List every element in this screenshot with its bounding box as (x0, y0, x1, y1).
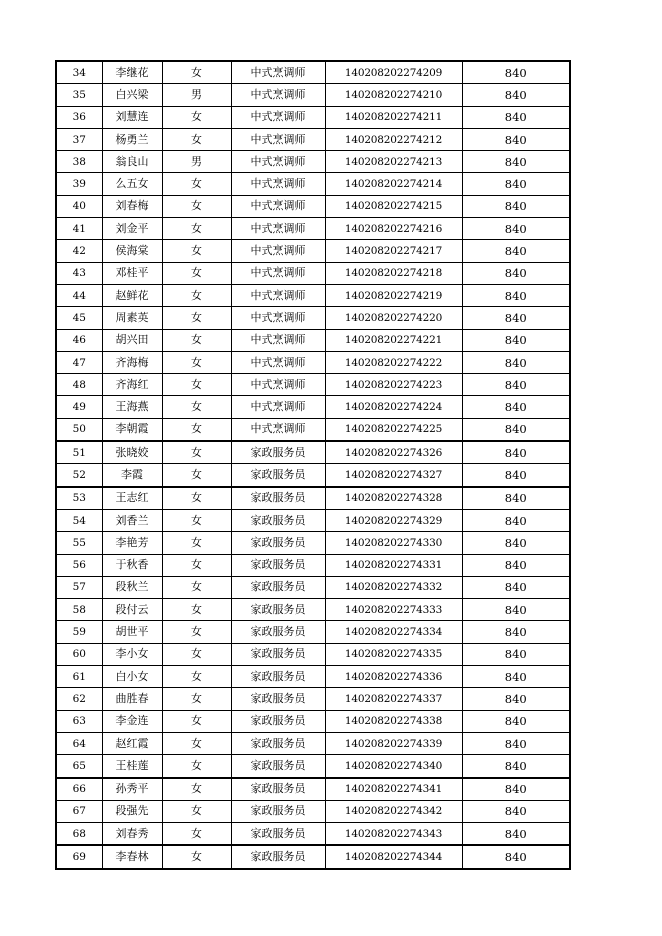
gender-cell: 女 (162, 554, 231, 576)
table-row (56, 532, 570, 554)
gender-cell: 男 (162, 84, 231, 106)
subsidy-amount-cell: 840 (462, 418, 570, 441)
certificate-number-cell: 140208202274223 (325, 374, 462, 396)
gender-cell: 女 (162, 329, 231, 351)
table-row (56, 128, 570, 150)
name-cell: 李艳芳 (102, 532, 162, 554)
table-row (56, 666, 570, 688)
gender-cell: 女 (162, 195, 231, 217)
name-cell: 刘春秀 (102, 823, 162, 846)
gender-cell: 女 (162, 284, 231, 306)
gender-cell: 女 (162, 800, 231, 822)
gender-cell: 女 (162, 845, 231, 868)
table-row (56, 755, 570, 778)
certificate-number-cell: 140208202274217 (325, 240, 462, 262)
subsidy-amount-cell: 840 (462, 755, 570, 778)
subsidy-amount-cell: 840 (462, 195, 570, 217)
table-row (56, 262, 570, 284)
occupation-cell: 家政服务员 (231, 666, 325, 688)
certificate-number-cell: 140208202274215 (325, 195, 462, 217)
certificate-number-cell: 140208202274340 (325, 755, 462, 778)
table-row (56, 307, 570, 329)
trainee-subsidy-table (55, 60, 571, 870)
name-cell: 张晓姣 (102, 441, 162, 464)
row-number-cell: 63 (56, 710, 102, 732)
row-number-cell: 39 (56, 173, 102, 195)
row-number-cell: 44 (56, 284, 102, 306)
table-body (56, 61, 570, 869)
occupation-cell: 中式烹调师 (231, 307, 325, 329)
table-row (56, 151, 570, 173)
gender-cell: 女 (162, 710, 231, 732)
subsidy-amount-cell: 840 (462, 218, 570, 240)
occupation-cell: 中式烹调师 (231, 128, 325, 150)
row-number-cell: 52 (56, 464, 102, 487)
certificate-number-cell: 140208202274214 (325, 173, 462, 195)
subsidy-amount-cell: 840 (462, 173, 570, 195)
table-row (56, 84, 570, 106)
occupation-cell: 中式烹调师 (231, 240, 325, 262)
table-row (56, 61, 570, 84)
gender-cell: 女 (162, 418, 231, 441)
gender-cell: 女 (162, 487, 231, 510)
occupation-cell: 家政服务员 (231, 532, 325, 554)
gender-cell: 女 (162, 688, 231, 710)
table-row (56, 732, 570, 754)
subsidy-amount-cell: 840 (462, 599, 570, 621)
gender-cell: 女 (162, 61, 231, 84)
table-row (56, 778, 570, 801)
subsidy-amount-cell: 840 (462, 643, 570, 665)
certificate-number-cell: 140208202274221 (325, 329, 462, 351)
occupation-cell: 家政服务员 (231, 441, 325, 464)
table-row (56, 106, 570, 128)
occupation-cell: 中式烹调师 (231, 218, 325, 240)
occupation-cell: 家政服务员 (231, 621, 325, 643)
table-row (56, 464, 570, 487)
subsidy-amount-cell: 840 (462, 329, 570, 351)
table-row (56, 643, 570, 665)
subsidy-amount-cell: 840 (462, 688, 570, 710)
occupation-cell: 家政服务员 (231, 554, 325, 576)
name-cell: 李朝霞 (102, 418, 162, 441)
table-row (56, 240, 570, 262)
subsidy-amount-cell: 840 (462, 464, 570, 487)
name-cell: 刘香兰 (102, 509, 162, 531)
name-cell: 赵鲜花 (102, 284, 162, 306)
name-cell: 白兴梁 (102, 84, 162, 106)
gender-cell: 女 (162, 441, 231, 464)
name-cell: 李小女 (102, 643, 162, 665)
row-number-cell: 69 (56, 845, 102, 868)
name-cell: 胡兴田 (102, 329, 162, 351)
certificate-number-cell: 140208202274209 (325, 61, 462, 84)
name-cell: 李金连 (102, 710, 162, 732)
row-number-cell: 65 (56, 755, 102, 778)
table-row (56, 218, 570, 240)
name-cell: 于秋香 (102, 554, 162, 576)
subsidy-amount-cell: 840 (462, 554, 570, 576)
table-row (56, 441, 570, 464)
certificate-number-cell: 140208202274342 (325, 800, 462, 822)
subsidy-amount-cell: 840 (462, 351, 570, 373)
certificate-number-cell: 140208202274331 (325, 554, 462, 576)
gender-cell: 女 (162, 218, 231, 240)
name-cell: 胡世平 (102, 621, 162, 643)
name-cell: 侯海棠 (102, 240, 162, 262)
name-cell: 刘慧连 (102, 106, 162, 128)
subsidy-amount-cell: 840 (462, 487, 570, 510)
subsidy-amount-cell: 840 (462, 845, 570, 868)
subsidy-amount-cell: 840 (462, 532, 570, 554)
gender-cell: 女 (162, 666, 231, 688)
gender-cell: 女 (162, 823, 231, 846)
certificate-number-cell: 140208202274343 (325, 823, 462, 846)
name-cell: 周素英 (102, 307, 162, 329)
name-cell: 刘春梅 (102, 195, 162, 217)
row-number-cell: 53 (56, 487, 102, 510)
name-cell: 王志红 (102, 487, 162, 510)
certificate-number-cell: 140208202274327 (325, 464, 462, 487)
row-number-cell: 34 (56, 61, 102, 84)
certificate-number-cell: 140208202274225 (325, 418, 462, 441)
gender-cell: 女 (162, 509, 231, 531)
gender-cell: 女 (162, 576, 231, 598)
certificate-number-cell: 140208202274330 (325, 532, 462, 554)
row-number-cell: 42 (56, 240, 102, 262)
occupation-cell: 家政服务员 (231, 487, 325, 510)
name-cell: 段强先 (102, 800, 162, 822)
row-number-cell: 59 (56, 621, 102, 643)
spreadsheet-page (55, 60, 569, 870)
occupation-cell: 家政服务员 (231, 732, 325, 754)
certificate-number-cell: 140208202274336 (325, 666, 462, 688)
table-row (56, 195, 570, 217)
row-number-cell: 48 (56, 374, 102, 396)
table-row (56, 284, 570, 306)
row-number-cell: 40 (56, 195, 102, 217)
subsidy-amount-cell: 840 (462, 621, 570, 643)
subsidy-amount-cell: 840 (462, 778, 570, 801)
table-row (56, 351, 570, 373)
subsidy-amount-cell: 840 (462, 128, 570, 150)
name-cell: 李春林 (102, 845, 162, 868)
occupation-cell: 家政服务员 (231, 599, 325, 621)
gender-cell: 女 (162, 173, 231, 195)
certificate-number-cell: 140208202274222 (325, 351, 462, 373)
name-cell: 李继花 (102, 61, 162, 84)
occupation-cell: 家政服务员 (231, 800, 325, 822)
row-number-cell: 49 (56, 396, 102, 418)
subsidy-amount-cell: 840 (462, 732, 570, 754)
subsidy-amount-cell: 840 (462, 151, 570, 173)
name-cell: 翁良山 (102, 151, 162, 173)
certificate-number-cell: 140208202274213 (325, 151, 462, 173)
name-cell: 齐海红 (102, 374, 162, 396)
occupation-cell: 家政服务员 (231, 710, 325, 732)
certificate-number-cell: 140208202274211 (325, 106, 462, 128)
occupation-cell: 中式烹调师 (231, 106, 325, 128)
gender-cell: 女 (162, 621, 231, 643)
row-number-cell: 50 (56, 418, 102, 441)
row-number-cell: 37 (56, 128, 102, 150)
gender-cell: 女 (162, 755, 231, 778)
table-row (56, 823, 570, 846)
occupation-cell: 中式烹调师 (231, 374, 325, 396)
gender-cell: 女 (162, 307, 231, 329)
subsidy-amount-cell: 840 (462, 284, 570, 306)
name-cell: 杨勇兰 (102, 128, 162, 150)
gender-cell: 女 (162, 106, 231, 128)
occupation-cell: 中式烹调师 (231, 84, 325, 106)
occupation-cell: 家政服务员 (231, 509, 325, 531)
table-row (56, 576, 570, 598)
certificate-number-cell: 140208202274329 (325, 509, 462, 531)
row-number-cell: 54 (56, 509, 102, 531)
certificate-number-cell: 140208202274341 (325, 778, 462, 801)
gender-cell: 女 (162, 643, 231, 665)
table-row (56, 621, 570, 643)
table-row (56, 599, 570, 621)
table-row (56, 688, 570, 710)
row-number-cell: 60 (56, 643, 102, 665)
occupation-cell: 中式烹调师 (231, 284, 325, 306)
certificate-number-cell: 140208202274337 (325, 688, 462, 710)
name-cell: 王桂莲 (102, 755, 162, 778)
occupation-cell: 家政服务员 (231, 755, 325, 778)
table-row (56, 418, 570, 441)
name-cell: 白小女 (102, 666, 162, 688)
name-cell: 齐海梅 (102, 351, 162, 373)
name-cell: 么五女 (102, 173, 162, 195)
occupation-cell: 中式烹调师 (231, 351, 325, 373)
row-number-cell: 36 (56, 106, 102, 128)
certificate-number-cell: 140208202274220 (325, 307, 462, 329)
subsidy-amount-cell: 840 (462, 576, 570, 598)
subsidy-amount-cell: 840 (462, 262, 570, 284)
row-number-cell: 38 (56, 151, 102, 173)
name-cell: 曲胜春 (102, 688, 162, 710)
row-number-cell: 62 (56, 688, 102, 710)
row-number-cell: 56 (56, 554, 102, 576)
table-row (56, 374, 570, 396)
subsidy-amount-cell: 840 (462, 800, 570, 822)
name-cell: 李霞 (102, 464, 162, 487)
row-number-cell: 41 (56, 218, 102, 240)
subsidy-amount-cell: 840 (462, 710, 570, 732)
table-row (56, 710, 570, 732)
name-cell: 邓桂平 (102, 262, 162, 284)
name-cell: 段秋兰 (102, 576, 162, 598)
occupation-cell: 中式烹调师 (231, 61, 325, 84)
name-cell: 段付云 (102, 599, 162, 621)
certificate-number-cell: 140208202274216 (325, 218, 462, 240)
row-number-cell: 68 (56, 823, 102, 846)
certificate-number-cell: 140208202274338 (325, 710, 462, 732)
certificate-number-cell: 140208202274335 (325, 643, 462, 665)
gender-cell: 女 (162, 778, 231, 801)
certificate-number-cell: 140208202274212 (325, 128, 462, 150)
certificate-number-cell: 140208202274210 (325, 84, 462, 106)
occupation-cell: 家政服务员 (231, 845, 325, 868)
occupation-cell: 家政服务员 (231, 688, 325, 710)
occupation-cell: 家政服务员 (231, 823, 325, 846)
occupation-cell: 中式烹调师 (231, 151, 325, 173)
occupation-cell: 家政服务员 (231, 464, 325, 487)
subsidy-amount-cell: 840 (462, 441, 570, 464)
gender-cell: 女 (162, 464, 231, 487)
name-cell: 王海燕 (102, 396, 162, 418)
gender-cell: 女 (162, 599, 231, 621)
row-number-cell: 46 (56, 329, 102, 351)
gender-cell: 女 (162, 532, 231, 554)
certificate-number-cell: 140208202274326 (325, 441, 462, 464)
subsidy-amount-cell: 840 (462, 374, 570, 396)
subsidy-amount-cell: 840 (462, 106, 570, 128)
certificate-number-cell: 140208202274219 (325, 284, 462, 306)
occupation-cell: 中式烹调师 (231, 396, 325, 418)
subsidy-amount-cell: 840 (462, 61, 570, 84)
occupation-cell: 中式烹调师 (231, 418, 325, 441)
name-cell: 刘金平 (102, 218, 162, 240)
row-number-cell: 43 (56, 262, 102, 284)
table-row (56, 800, 570, 822)
row-number-cell: 57 (56, 576, 102, 598)
row-number-cell: 47 (56, 351, 102, 373)
certificate-number-cell: 140208202274332 (325, 576, 462, 598)
certificate-number-cell: 140208202274224 (325, 396, 462, 418)
occupation-cell: 家政服务员 (231, 576, 325, 598)
subsidy-amount-cell: 840 (462, 84, 570, 106)
gender-cell: 女 (162, 240, 231, 262)
row-number-cell: 51 (56, 441, 102, 464)
name-cell: 赵红霞 (102, 732, 162, 754)
certificate-number-cell: 140208202274218 (325, 262, 462, 284)
gender-cell: 女 (162, 262, 231, 284)
table-row (56, 173, 570, 195)
row-number-cell: 55 (56, 532, 102, 554)
gender-cell: 女 (162, 351, 231, 373)
certificate-number-cell: 140208202274334 (325, 621, 462, 643)
row-number-cell: 67 (56, 800, 102, 822)
occupation-cell: 中式烹调师 (231, 173, 325, 195)
table-row (56, 396, 570, 418)
row-number-cell: 61 (56, 666, 102, 688)
occupation-cell: 中式烹调师 (231, 262, 325, 284)
row-number-cell: 66 (56, 778, 102, 801)
row-number-cell: 58 (56, 599, 102, 621)
table-row (56, 509, 570, 531)
table-row (56, 554, 570, 576)
certificate-number-cell: 140208202274328 (325, 487, 462, 510)
subsidy-amount-cell: 840 (462, 396, 570, 418)
certificate-number-cell: 140208202274339 (325, 732, 462, 754)
occupation-cell: 中式烹调师 (231, 329, 325, 351)
gender-cell: 女 (162, 396, 231, 418)
subsidy-amount-cell: 840 (462, 666, 570, 688)
table-row (56, 487, 570, 510)
certificate-number-cell: 140208202274344 (325, 845, 462, 868)
row-number-cell: 64 (56, 732, 102, 754)
subsidy-amount-cell: 840 (462, 240, 570, 262)
name-cell: 孙秀平 (102, 778, 162, 801)
occupation-cell: 中式烹调师 (231, 195, 325, 217)
row-number-cell: 35 (56, 84, 102, 106)
table-row (56, 329, 570, 351)
gender-cell: 女 (162, 732, 231, 754)
gender-cell: 女 (162, 128, 231, 150)
certificate-number-cell: 140208202274333 (325, 599, 462, 621)
subsidy-amount-cell: 840 (462, 823, 570, 846)
occupation-cell: 家政服务员 (231, 643, 325, 665)
row-number-cell: 45 (56, 307, 102, 329)
subsidy-amount-cell: 840 (462, 509, 570, 531)
gender-cell: 男 (162, 151, 231, 173)
gender-cell: 女 (162, 374, 231, 396)
occupation-cell: 家政服务员 (231, 778, 325, 801)
table-row (56, 845, 570, 868)
subsidy-amount-cell: 840 (462, 307, 570, 329)
